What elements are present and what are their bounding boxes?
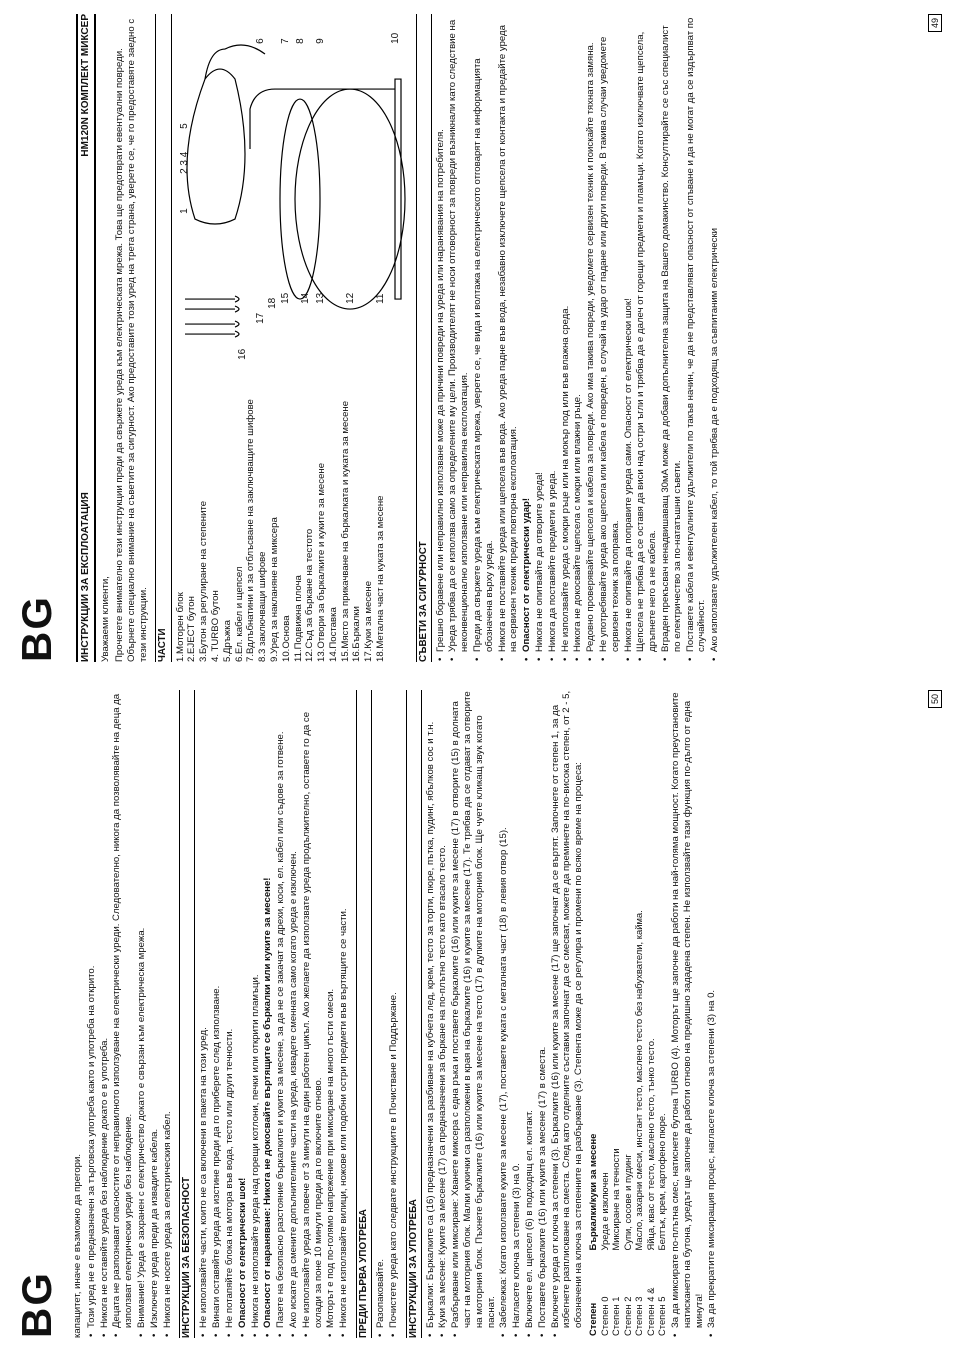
list-item: • Никога да поставяйте предмети в уреда. <box>547 14 559 652</box>
product-title: HM120N КОМПЛЕКТ МИКСЕР <box>80 14 91 157</box>
table-row <box>610 690 622 1338</box>
callout-6: 6 <box>254 38 266 44</box>
mixer-drawing <box>175 14 410 364</box>
usage-list <box>425 690 585 1338</box>
continued-text: капацитет, иначе е възможно да прегори. <box>72 1153 83 1338</box>
list-item: 14.Поставка <box>327 607 339 662</box>
list-item: 17.Куки за месене <box>363 580 375 662</box>
list-item: • Никога не оставяйте уреда без наблюдение докато е в употреба. <box>99 690 111 1328</box>
list-item: • Не потапяйте блока на мотора във вода, тесто или други течности. <box>224 690 236 1328</box>
document-title-bar <box>76 14 96 662</box>
list-item: • Не използвайте уреда с мокри ръце или на мокър под или във влажна среда. <box>560 14 572 652</box>
list-item: • Не използвайте уреда за повече от 3 минути на един работен цикъл. Ако желаете да използвате уреда продължително, оставете го да се охлади за поне 10 минути преди да го включите отново. <box>301 690 325 1328</box>
table-cell: Миксиране на течности <box>610 1148 622 1251</box>
callout-11: 11 <box>374 293 386 304</box>
list-item-warning: • Опасност от нараняване: Никога не докосвайте въртящите се бъркалки или куките за месене! <box>262 690 274 1328</box>
table-cell: Степен 4 & <box>644 1287 656 1336</box>
table-cell: Супи, сосове и пудинг <box>621 1154 633 1251</box>
table-cell: Яйца, квас от тесто, маслено тесто, тънко тесто. <box>644 1038 656 1251</box>
safety-instructions-heading: ИНСТРУКЦИИ ЗА БЕЗОПАСНОСТ <box>179 690 195 1338</box>
page-number: 50 <box>928 690 942 708</box>
table-row <box>633 690 645 1338</box>
page-number: 49 <box>928 14 942 32</box>
list-item: 7.Вдлъбнатини и за отблъсване на заключващите шифове <box>245 399 257 662</box>
list-item: • Изключете уреда преди да извадите кабела. <box>149 690 161 1328</box>
list-item: • За да миксирате по-плътна смес, натиснете бутона TURBO (4). Моторът ще започне да работи на най-голяма мощност. Когато преустановите натискането на бутона, уредът ще започне да работи отново на предишно зададена степен. Не използвайте тази функция по-дълго от една минута! <box>670 690 705 1328</box>
usage-heading: ИНСТРУКЦИИ ЗА УПОТРЕБА <box>406 690 422 1338</box>
callout-234: 2 3 4 <box>178 151 190 174</box>
list-item: • Ако използвате удължителен кабел, то той трябва да е подходящ за съвпитаним електрически <box>709 14 721 652</box>
list-item: 11.Подвижна плоча <box>292 575 304 662</box>
intro-greeting: Уважаеми клиенти, <box>100 576 112 662</box>
list-item: • Разбъркване или миксиране: Хванете миксера с една ръка и поставете бъркалките (16) или куките за месене (17) в отворите (15) в долната част на моторния блок. Малки кукички са разположени в края на бъркалките (16) и куките за месене (17). Те трябва да се отдават за отворите на моторния блок. Пъхнете бъркалките (16) или куките за месене на тесто (17) в дупките на моторния блок. Ще чуете кликащ звук когато паснат. <box>450 690 497 1328</box>
table-cell: Степен 1 <box>610 1296 622 1336</box>
callout-18: 18 <box>266 297 278 309</box>
table-cell: Степен 0 <box>598 1296 610 1336</box>
table-row <box>622 690 634 1338</box>
list-item: 6.Ел. кабел и щепсел <box>233 566 245 662</box>
list-item: • Никога не използвайте уреда над горещи котлони, печки или открити пламъци. <box>250 690 262 1328</box>
list-item: • Не употребявайте уреда ако щепсела или кабела е повреден, в случай на удар от падане или други повреди. В такива случаи уведомете сервизен техник за поправка. <box>598 14 622 652</box>
page-50-columns <box>72 690 942 1338</box>
list-item: 1.Моторен блок <box>174 592 186 662</box>
list-item: 13.Отвори за бъркалките и куките за месене <box>316 462 328 662</box>
list-item: 18.Метална част на куката за месене <box>375 495 387 662</box>
list-item: 5.Дръжка <box>221 620 233 662</box>
callout-17: 17 <box>254 312 266 324</box>
list-item: • Никога не поставяйте уреда или щепсела във вода. Ако уреда падне във вода, незабавно изключете щепсела от контакта и предайте уреда на сервизен техник преди повторна експлоатация. <box>497 14 521 652</box>
list-item: • Включете уреда от ключа за степени (3). Бъркалките (16) или куките за месене (17) ще започнат да се въртят. Започнете от степен 1, за да избегнете разплискване на сместа. След като отделните съставки започнат да се смесват, можете да преминете на по-висока степен, от 2 - 5, обозначени на ключа за степенните на разбъркване (3). Степента може да се регулира и промени по всяко време на процеса: <box>550 690 585 1328</box>
list-item: • Преди да свържете уреда към електрическата мрежа, уверете се, че вида и волтажа на електрическото отговарят на информацията обозначена върху уреда. <box>472 14 496 652</box>
list-item: • Внимание! Уреда е захранен с електричество докато е свързан към електрическа мрежа. <box>136 690 148 1328</box>
list-item: • Почистете уреда като следвате инструкциите в Почистване и Поддържане. <box>388 690 400 1328</box>
safety-list <box>435 14 721 662</box>
table-cell: Масло, захарни смеси, инстант тесто, маслено тесто без набухватели, кайма. <box>633 910 645 1251</box>
table-cell: Степен 5 <box>656 1296 668 1336</box>
list-item: 8.3 заключващи шифове <box>257 551 269 662</box>
list-item: 3.Бутон за регулиране на степените <box>198 500 210 662</box>
list-item: • Грешно боравене или неправилно използване може да причини повреди на уреда или наранявания на потребителя. <box>435 14 447 652</box>
list-item: • Никога не опитвайте да поправите уреда сами. Опасност от електрически шок! <box>623 14 635 652</box>
parts-heading: ЧАСТИ <box>155 14 171 662</box>
list-item: • Децата не разпознават опасностите от неправилното използуване на електрически уреди. Следователно, никога да позволявайте на деца да използват електрически уреди без наблюдение. <box>111 690 135 1328</box>
list-item: • За да прекратите миксиращия процес, нагласете ключа за степени (3) на 0. <box>706 690 718 1328</box>
table-cell: Белтък, крем, картофено пюре. <box>656 1113 668 1251</box>
callout-15: 15 <box>279 292 291 304</box>
list-item: 16.Бъркалки <box>351 606 363 662</box>
page-50-column <box>72 690 942 1338</box>
list-item: 12.Съд за бъркане на тестото <box>304 528 316 662</box>
first-use-list <box>375 690 400 1338</box>
first-use-heading: ПРЕДИ ПЪРВА УПОТРЕБА <box>356 690 372 1338</box>
list-item: 9.Уред за накланяне на миксера <box>268 517 280 662</box>
callout-10: 10 <box>389 32 401 44</box>
callout-5: 5 <box>178 123 190 129</box>
list-item-warning: • Опасност от електрически удар! <box>521 14 533 652</box>
list-item: • Никога не опитвайте да отворите уреда! <box>534 14 546 652</box>
page-50-rotated-content <box>0 676 954 1352</box>
callout-16: 16 <box>236 348 248 360</box>
list-item: • Разопаковайте. <box>375 690 387 1328</box>
language-code: BG <box>13 595 60 662</box>
list-item: 2.EJECT бутон <box>186 596 198 662</box>
list-item: • Забележка: Когато използвате куките за месене (17), поставете куката с металната част (18) в левия отвор (15). <box>498 690 510 1328</box>
callout-1: 1 <box>178 208 190 214</box>
list-item: • Пазете на безопасно разстояние бъркалките и куките за месене, за да не се закачат за дрехи, коси, ел. кабел или съдове за готвене. <box>275 690 287 1328</box>
safety-heading: СЪВЕТИ ЗА СИГУРНОСТ <box>416 14 432 662</box>
speed-table <box>587 690 668 1338</box>
table-header-row <box>587 690 599 1338</box>
page-49-columns <box>72 14 942 662</box>
list-item: • Винаги оставяйте уреда да изстине преди да го приберете след използване. <box>211 690 223 1328</box>
list-item: • Никога не докосвайте щепсела с мокри или влажни ръце. <box>572 14 584 652</box>
parts-list <box>175 364 410 662</box>
list-item: • Куки за месене: Куките за месене (17) са предназначени за бъркане на по-плътно тесто като втасало тесто. <box>437 690 449 1328</box>
list-item: • Поставете бъркалките (16) или куките за месене (17) в сместа. <box>537 690 549 1328</box>
page-49-left-column <box>72 14 942 662</box>
document-title: ИНСТРУКЦИИ ЗА ЕКСПЛОАТАЦИЯ <box>80 492 91 662</box>
callout-13: 13 <box>314 292 326 304</box>
list-item: • Бъркалки: Бъркалките са (16) предназначени за разбиване на кубчета лед, крем, тесто за торти, пюре, пътка, пудинг, ябълков сос и т.н. <box>425 690 437 1328</box>
language-code: BG <box>13 1271 60 1338</box>
list-item: • Вграден прекъсвач ненадвишаващ 30мА може да добави допълнителна защита на Вашето домакинство. Консултирайте се със специалист по електричество за по-нататъшни съвети. <box>660 14 684 652</box>
list-item: • Редовно проверявайте щепсела и кабела за повреди. Ако има такива повреди, уведомете сервизен техник и поискайте тяхната замяна. <box>585 14 597 652</box>
list-item: 4. TURBO бутон <box>209 590 221 662</box>
mixer-illustration <box>175 14 410 364</box>
table-row <box>599 690 611 1338</box>
safety-instructions-list <box>198 690 350 1338</box>
list-item: • Нагласете ключа за степени (3) на 0. <box>511 690 523 1328</box>
list-item: • Ако искате да смените допълнителните части на уреда, извадете сменната само когато уреда е изключен. <box>288 690 300 1328</box>
list-item: • Никога не носете уреда за електрическия кабел. <box>162 690 174 1328</box>
intro-text: Прочетете внимателно тези инструкции преди да свържете уреда към електрическата мрежа. Това ще предотврати евентуални повреди. Обърнете специално внимание на съветите за сигурност. Ако предоставите този уред на трета страна, уверете се, че го предоставяте заедно с тези инструкции. <box>114 18 149 662</box>
callout-14: 14 <box>299 292 311 304</box>
list-item: 10.Основа <box>280 615 292 662</box>
list-item-warning: • Опасност от електрически шок! <box>237 690 249 1328</box>
callout-8: 8 <box>294 38 306 44</box>
callout-12: 12 <box>344 292 356 304</box>
table-row <box>656 690 668 1338</box>
table-header-cell: Бъркалки/куки за месене <box>587 1133 599 1251</box>
table-header-cell: Степен <box>587 1302 599 1336</box>
list-item: 15.Място за прикачване на бъркалката и куката за месене <box>339 400 351 662</box>
table-row <box>645 690 657 1338</box>
list-item: • Щепсела не трябва да се оставя да виси над остри ъгли и трябва да е далеч от горещи предмети и пламъци. Когато изключвате щепсела, дръпнете него а не кабела. <box>635 14 659 652</box>
callout-9: 9 <box>314 38 326 44</box>
usage-end-list <box>670 690 718 1338</box>
table-cell: Степен 3 <box>633 1296 645 1336</box>
general-list <box>86 690 174 1338</box>
table-cell: Степен 2 <box>621 1296 633 1336</box>
page-50 <box>0 676 954 1352</box>
list-item: • Моторът е под по-голямо напрежение при миксиране на много гъсти смеси. <box>325 690 337 1328</box>
list-item: • Уреда трябва да се използва само за определените му цели. Производителят не носи отговорност за повреди възникнали като следствие на неконвенционално използване или неправилна експлоатация. <box>447 14 471 652</box>
callout-7: 7 <box>279 38 291 44</box>
list-item: • Никога не използвайте вилици, ножове или подобни остри предмети във въртящите се части. <box>338 690 350 1328</box>
list-item: • Включете ел. щепсел (6) в подходящ ел. контакт. <box>524 690 536 1328</box>
list-item: • Този уред не е предназначен за търговска употреба както и употреба на открито. <box>86 690 98 1328</box>
list-item: • Не използвайте части, които не са включени в пакета на този уред. <box>198 690 210 1328</box>
list-item: • Поставете кабела и евентуалните удължители по такъв начин, че да не представляват опасност от спъване и да не могат да се издърпват по случайност. <box>685 14 709 652</box>
table-cell: Уреда е изключен <box>598 1172 610 1251</box>
